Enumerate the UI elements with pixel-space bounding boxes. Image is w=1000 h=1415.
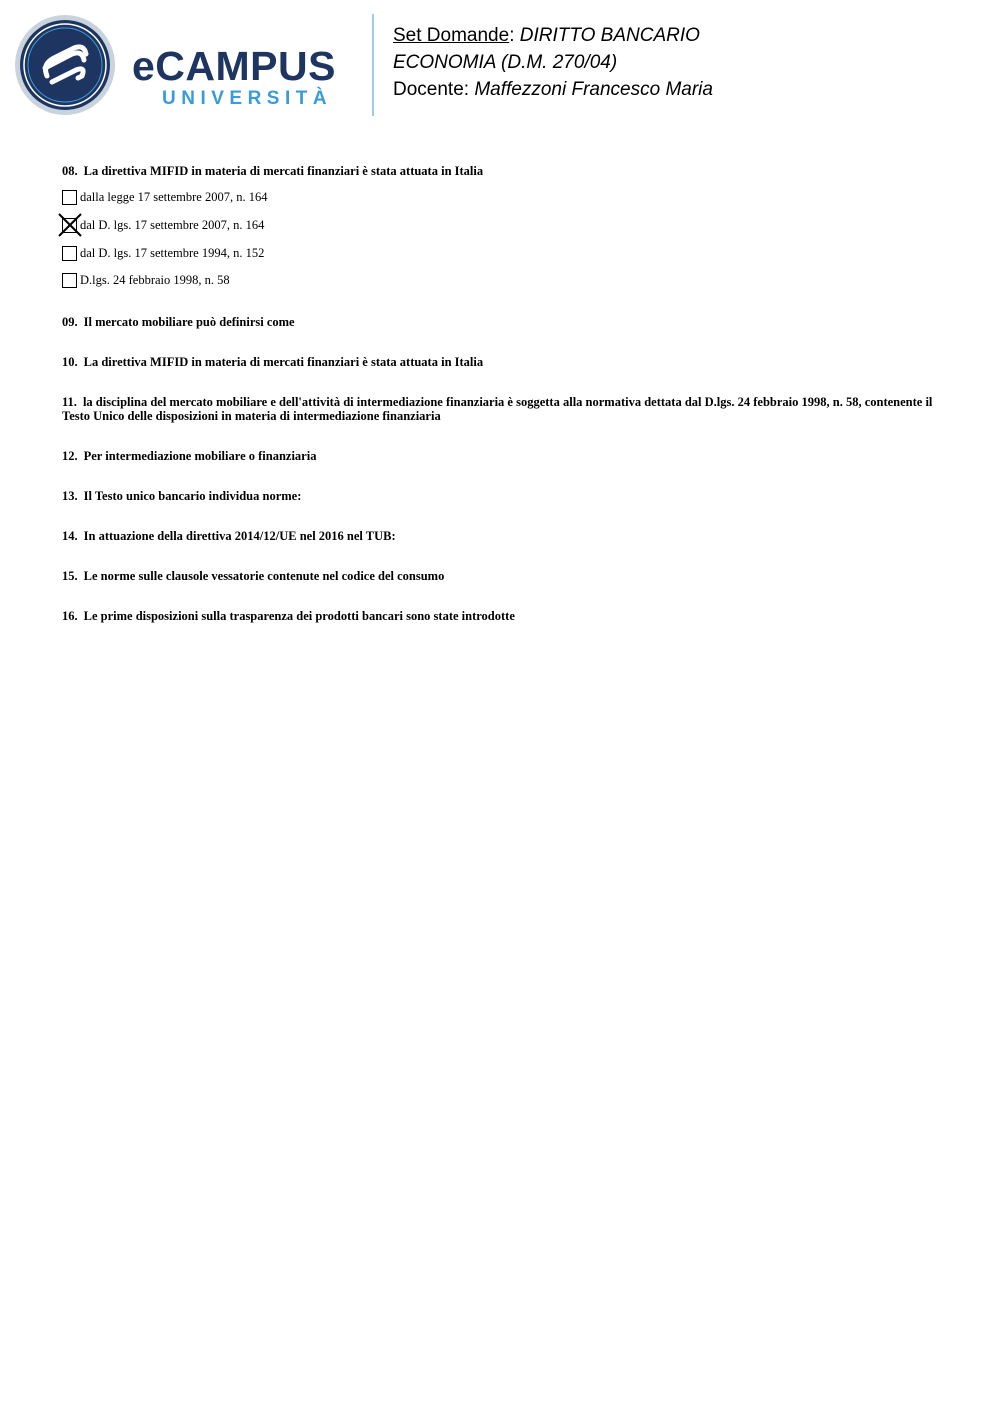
header-divider — [372, 14, 374, 116]
answer-option-selected[interactable] — [62, 217, 264, 233]
answer-text: D.lgs. 24 febbraio 1998, n. 58 — [80, 273, 230, 287]
question-number: 15. — [62, 569, 78, 583]
course-program: ECONOMIA (D.M. 270/04) — [393, 52, 618, 73]
question-number: 10. — [62, 355, 78, 369]
ecampus-seal-logo — [14, 14, 116, 116]
question-number: 11. — [62, 395, 77, 409]
answer-text: dal D. lgs. 17 settembre 1994, n. 152 — [80, 246, 265, 260]
checkbox[interactable] — [62, 190, 77, 205]
answer-text: dal D. lgs. 17 settembre 2007, n. 164 — [80, 218, 265, 232]
question-14 — [62, 529, 942, 543]
question-text: Per intermediazione mobiliare o finanziaria — [83, 449, 317, 463]
answer-option[interactable] — [62, 189, 267, 205]
question-13 — [62, 489, 942, 503]
question-number: 12. — [62, 449, 78, 463]
question-16 — [62, 609, 942, 623]
checkbox[interactable] — [62, 273, 77, 288]
question-text: Le prime disposizioni sulla trasparenza dei prodotti bancari sono state introdotte — [83, 609, 515, 623]
question-number: 16. — [62, 609, 78, 623]
question-08 — [62, 164, 942, 178]
teacher-line — [393, 76, 713, 103]
logo-ecampus-text: eCAMPUS — [132, 43, 336, 89]
question-10 — [62, 355, 942, 369]
set-colon: : — [509, 25, 515, 46]
question-text: La direttiva MIFID in materia di mercati finanziari è stata attuata in Italia — [83, 355, 484, 369]
ecampus-wordmark — [132, 44, 336, 110]
teacher-label: Docente: — [393, 79, 470, 100]
header-info — [393, 22, 713, 103]
set-label: Set Domande — [393, 25, 510, 46]
answer-option[interactable] — [62, 272, 230, 288]
checkbox[interactable] — [62, 246, 77, 261]
question-text: Le norme sulle clausole vessatorie contenute nel codice del consumo — [83, 569, 445, 583]
logo-universita-text: UNIVERSITÀ — [162, 88, 333, 109]
question-text: In attuazione della direttiva 2014/12/UE nel 2016 nel TUB: — [83, 529, 396, 543]
checkbox-checked[interactable] — [62, 218, 77, 233]
teacher-name: Maffezzoni Francesco Maria — [474, 79, 713, 100]
question-15 — [62, 569, 942, 583]
question-text: la disciplina del mercato mobiliare e dell'attività di intermediazione finanziaria è soggetta alla normativa dettata dal D.lgs. 24 febbraio 1998, n. 58, contenente il Testo Unico delle disposizioni in materia di intermediazione finanziaria — [62, 395, 933, 423]
cross-mark-icon — [58, 213, 82, 237]
question-number: 14. — [62, 529, 78, 543]
question-number: 09. — [62, 315, 78, 329]
answer-option[interactable] — [62, 245, 264, 261]
question-text: Il Testo unico bancario individua norme: — [83, 489, 302, 503]
question-number: 08. — [62, 164, 78, 178]
question-09 — [62, 315, 942, 329]
question-number: 13. — [62, 489, 78, 503]
question-12 — [62, 449, 942, 463]
answer-text: dalla legge 17 settembre 2007, n. 164 — [80, 190, 268, 204]
question-text: La direttiva MIFID in materia di mercati finanziari è stata attuata in Italia — [83, 164, 484, 178]
question-11 — [62, 395, 942, 423]
course-title: DIRITTO BANCARIO — [519, 25, 700, 46]
set-line — [393, 22, 713, 49]
question-text: Il mercato mobiliare può definirsi come — [83, 315, 295, 329]
